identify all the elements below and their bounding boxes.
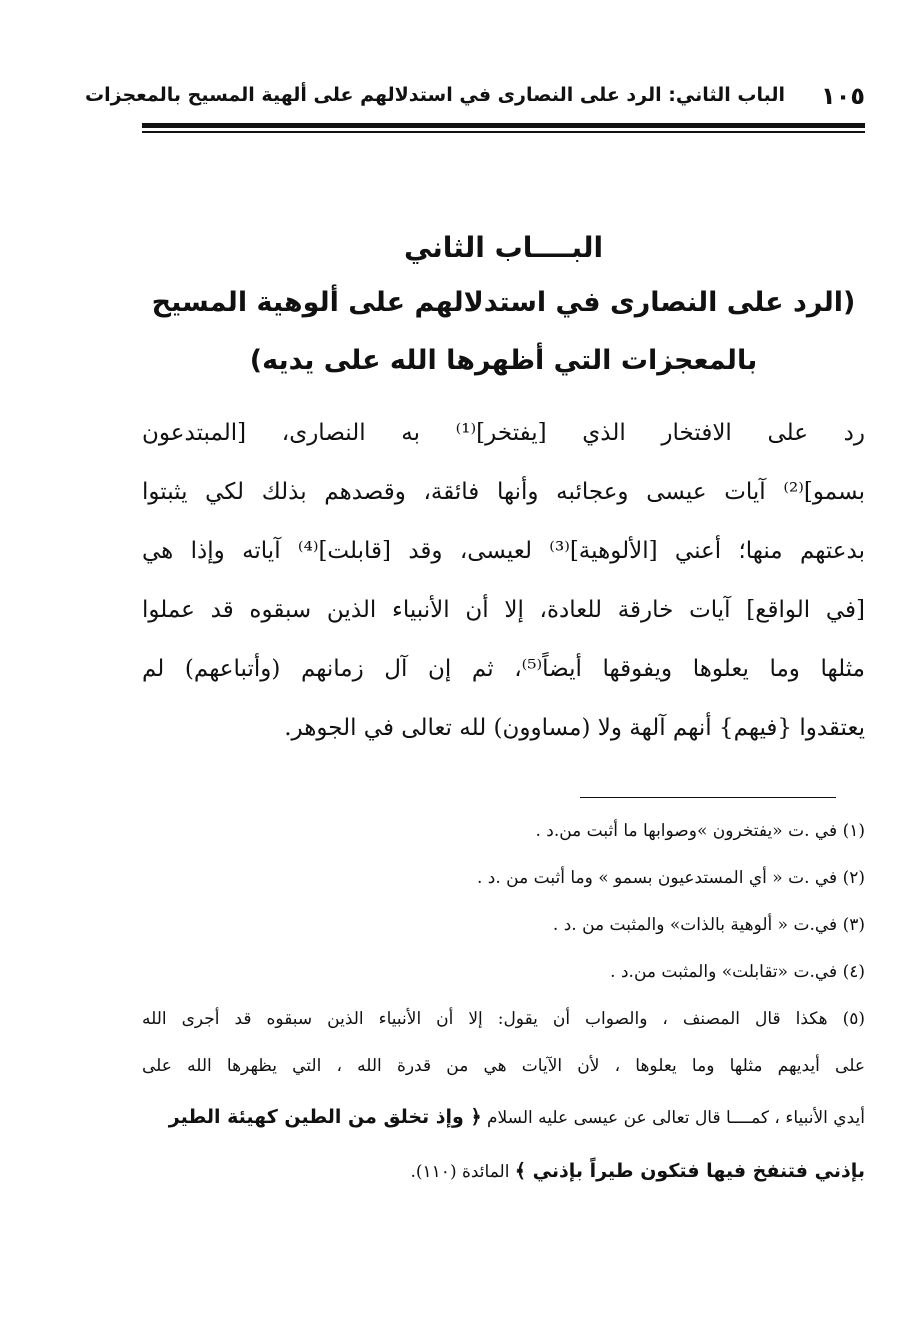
footnote-separator xyxy=(580,797,836,798)
footnote-5-prefix: أيدي الأنبياء ، كمــــا قال تعالى عن عيسى عليه السلام xyxy=(487,1108,865,1128)
quran-verse-part-2: بإذني فتنفخ فيها فتكون طيراً بإذني ﴾ xyxy=(514,1160,865,1182)
quran-citation: المائدة (١١٠). xyxy=(410,1162,510,1182)
header-rule-thin xyxy=(142,131,865,133)
chapter-heading xyxy=(142,222,865,390)
footnotes xyxy=(142,808,865,1198)
chapter-title-line-2: بالمعجزات التي أظهرها الله على يديه) xyxy=(249,345,758,376)
chapter-label: البــــاب الثاني xyxy=(403,231,604,264)
footnote-5-line-4 xyxy=(142,1144,865,1198)
footnote-1: (١) في .ت «يفتخرون »وصوابها ما أثبت من.د . xyxy=(535,821,865,841)
footnote-2: (٢) في .ت « أي المستدعيون بسمو » وما أثبت من .د . xyxy=(477,868,865,888)
body-line: بدعتهم منها؛ أعني [الألوهية]⁽³⁾ لعيسى، وقد [قابلت]⁽⁴⁾ آياته وإذا هي xyxy=(142,538,865,564)
page-number: ١٠٥ xyxy=(821,82,865,110)
footnote-5-line-2: على أيديهم مثلها وما يعلوها ، لأن الآيات هي من قدرة الله ، التي يظهرها الله على xyxy=(142,1056,865,1076)
quran-verse-part-1: ﴿ وإذ تخلق من الطين كهيئة الطير xyxy=(168,1106,482,1128)
body-line: مثلها وما يعلوها ويفوقها أيضاً⁽⁵⁾، ثم إن آل زمانهم (وأتباعهم) لم xyxy=(142,656,865,682)
running-title: الباب الثاني: الرد على النصارى في استدلالهم على ألهية المسيح بالمعجزات xyxy=(85,84,785,106)
body-line: [في الواقع] آيات خارقة للعادة، إلا أن الأنبياء الذين سبقوه قد عملوا xyxy=(142,597,865,623)
body-paragraph xyxy=(142,404,865,758)
footnote-5-line-1: (٥) هكذا قال المصنف ، والصواب أن يقول: إلا أن الأنبياء الذين سبقوه قد أجرى الله xyxy=(142,1009,865,1029)
footnote-5-line-3 xyxy=(142,1090,865,1144)
chapter-title-line-1: (الرد على النصارى في استدلالهم على ألوهية المسيح xyxy=(151,287,856,318)
body-line: يعتقدوا {فيهم} أنهم آلهة ولا (مساوون) لله تعالى في الجوهر. xyxy=(284,715,865,741)
footnote-3: (٣) في.ت « ألوهية بالذات» والمثبت من .د . xyxy=(552,915,865,935)
body-line: بسمو]⁽²⁾ آيات عيسى وعجائبه وأنها فائقة، وقصدهم بذلك لكي يثبتوا xyxy=(142,479,865,505)
running-header xyxy=(85,72,865,112)
body-line: رد على الافتخار الذي [يفتخر]⁽¹⁾ به النصارى، [المبتدعون xyxy=(142,420,865,446)
header-rule-thick xyxy=(142,123,865,128)
footnote-4: (٤) في.ت «تقابلت» والمثبت من.د . xyxy=(610,962,865,982)
